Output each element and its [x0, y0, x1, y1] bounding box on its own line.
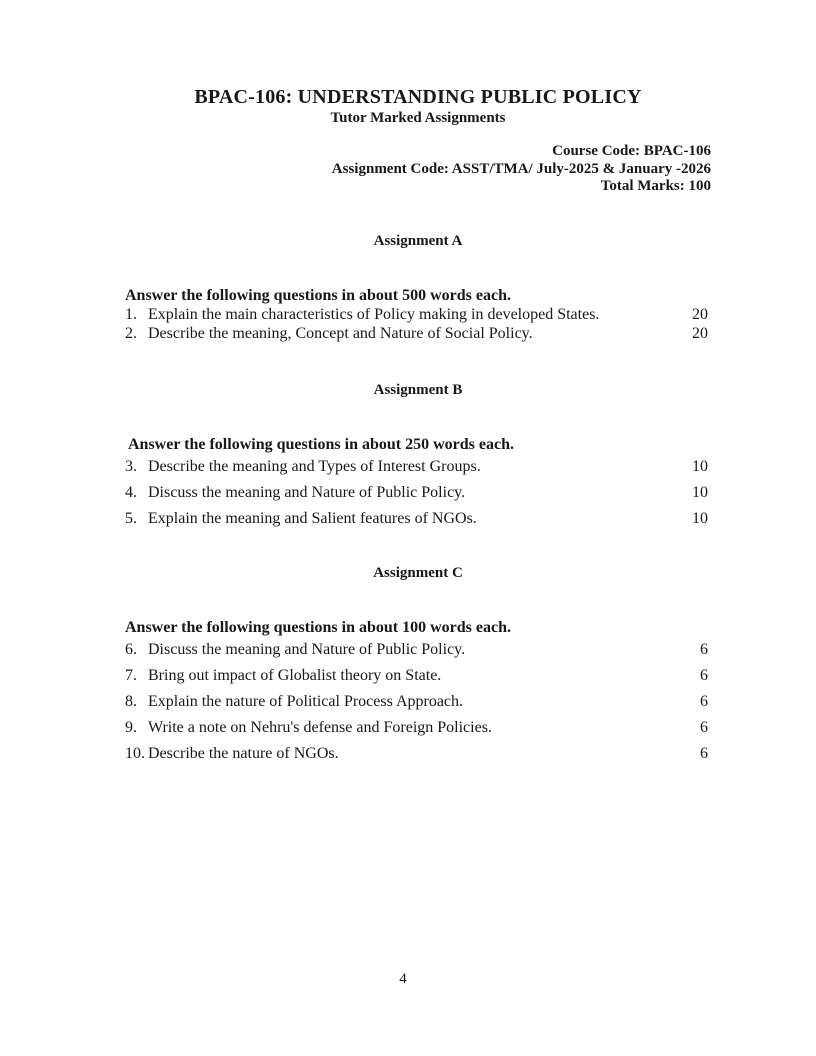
question-text: Describe the nature of NGOs. [148, 744, 339, 762]
question-number: 3. [125, 457, 137, 475]
question-row [125, 637, 711, 663]
question-marks: 20 [692, 305, 708, 323]
question-number: 7. [125, 666, 137, 684]
section-instruction: Answer the following questions in about 250 words each. [128, 435, 514, 453]
section-instruction: Answer the following questions in about 500 words each. [125, 286, 511, 304]
question-number: 1. [125, 305, 137, 323]
question-row [125, 480, 711, 506]
question-marks: 20 [692, 324, 708, 342]
document-content [125, 86, 711, 767]
question-marks: 10 [692, 457, 708, 475]
question-number: 4. [125, 483, 137, 501]
question-row [125, 454, 711, 480]
question-text: Explain the main characteristics of Policy making in developed States. [148, 305, 600, 323]
question-number: 10. [125, 744, 145, 762]
question-marks: 6 [700, 666, 708, 684]
question-text: Discuss the meaning and Nature of Public Policy. [148, 640, 466, 658]
section-heading: Assignment A [373, 232, 463, 249]
section-assignment-a [125, 232, 711, 343]
question-marks: 6 [700, 718, 708, 736]
question-number: 2. [125, 324, 137, 342]
question-number: 5. [125, 509, 137, 527]
question-row [125, 715, 711, 741]
question-text: Discuss the meaning and Nature of Public Policy. [148, 483, 466, 501]
course-code: Course Code: BPAC-106 [552, 143, 711, 159]
section-heading: Assignment B [373, 381, 463, 398]
question-row [125, 305, 711, 324]
question-text: Describe the meaning, Concept and Nature of Social Policy. [148, 324, 533, 342]
meta-block [125, 143, 711, 196]
question-row [125, 324, 711, 343]
question-marks: 10 [692, 509, 708, 527]
question-list [125, 305, 711, 343]
question-number: 9. [125, 718, 137, 736]
question-number: 8. [125, 692, 137, 710]
page-subtitle: Tutor Marked Assignments [330, 110, 506, 126]
question-list [125, 637, 711, 767]
section-assignment-b [125, 381, 711, 532]
page-title: BPAC-106: UNDERSTANDING PUBLIC POLICY [194, 86, 642, 108]
question-row [125, 741, 711, 767]
question-text: Bring out impact of Globalist theory on State. [148, 666, 442, 684]
page-number: 4 [399, 971, 407, 987]
question-text: Explain the nature of Political Process Approach. [148, 692, 464, 710]
question-list [125, 454, 711, 532]
question-marks: 10 [692, 483, 708, 501]
section-heading: Assignment C [373, 564, 463, 581]
section-instruction: Answer the following questions in about 100 words each. [125, 618, 511, 636]
assignment-code: Assignment Code: ASST/TMA/ July-2025 & January -2026 [331, 160, 711, 177]
question-marks: 6 [700, 744, 708, 762]
question-marks: 6 [700, 640, 708, 658]
question-row [125, 663, 711, 689]
question-row [125, 689, 711, 715]
total-marks: Total Marks: 100 [600, 178, 711, 194]
question-marks: 6 [700, 692, 708, 710]
question-text: Explain the meaning and Salient features of NGOs. [148, 509, 477, 527]
question-number: 6. [125, 640, 137, 658]
question-row [125, 506, 711, 532]
question-text: Describe the meaning and Types of Interest Groups. [148, 457, 481, 475]
section-assignment-c [125, 564, 711, 767]
question-text: Write a note on Nehru's defense and Foreign Policies. [148, 718, 492, 736]
